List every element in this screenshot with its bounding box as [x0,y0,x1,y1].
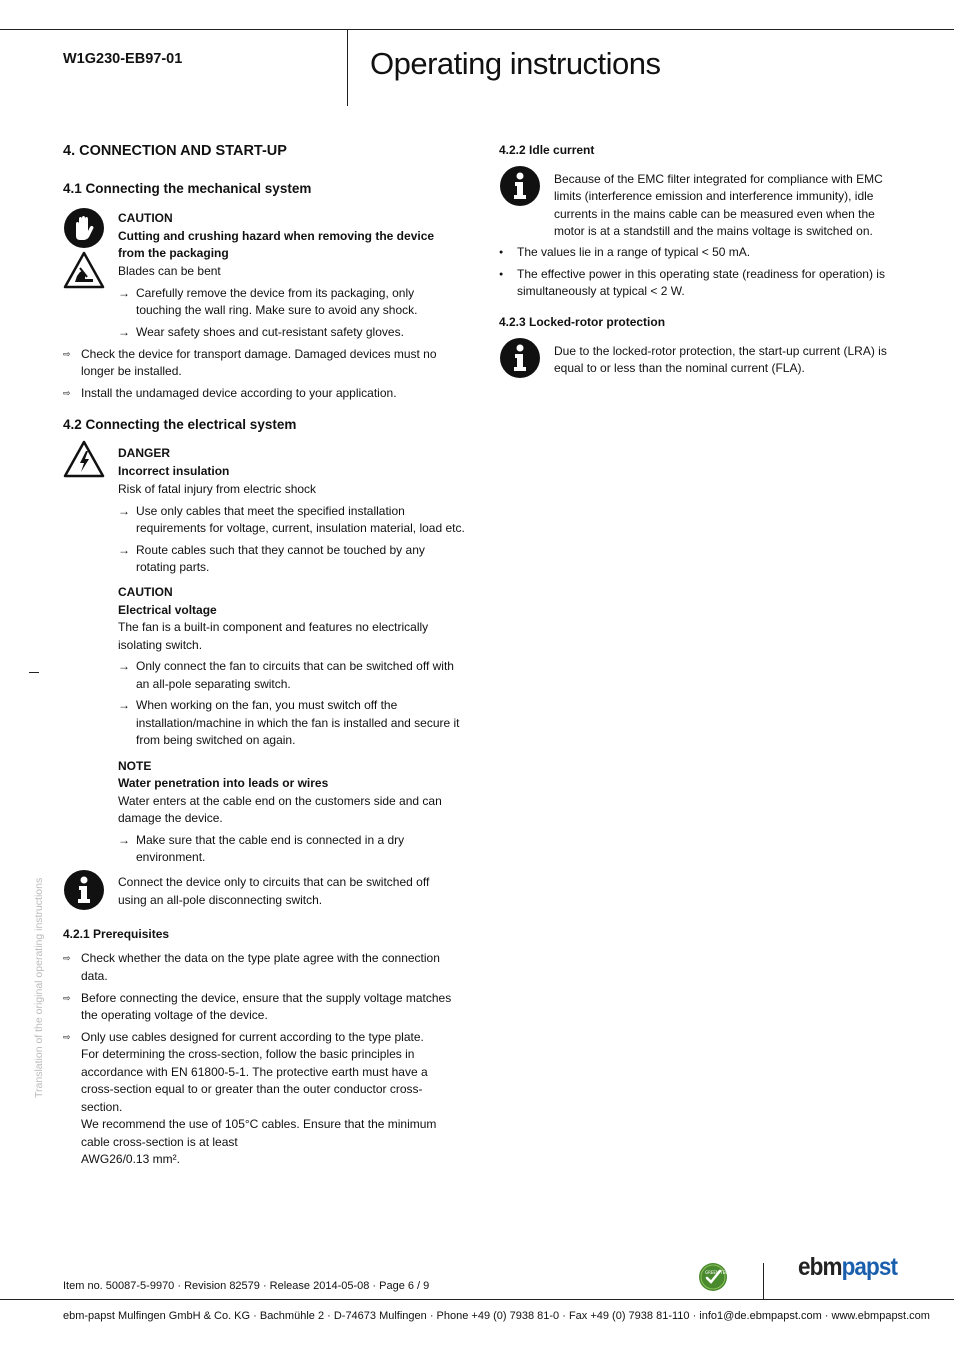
instruction-step: → Wear safety shoes and cut-resistant safety gloves. [118,324,404,342]
list-item: ● The values lie in a range of typical < 50 mA. [499,244,750,262]
green-tech-badge [698,1262,731,1292]
heading-4-2-2: 4.2.2 Idle current [499,143,595,157]
info-icon [63,869,105,911]
model-number: W1G230-EB97-01 [63,51,183,67]
header-divider [347,30,348,106]
arrow-icon: → [118,503,130,518]
electric-shock-warning-icon [63,440,105,478]
info-icon [499,165,541,207]
footer-rule [0,1299,954,1300]
fold-mark [29,672,39,673]
item-info: Item no. 50087-5-9970 · Revision 82579 · Release 2014-05-08 · Page 6 / 9 [63,1280,430,1292]
instruction-step: → Only connect the fan to circuits that can be switched off with an all-pole separating switch. [118,659,454,691]
arrow-icon: → [118,659,130,673]
bullet-arrow-icon: ⇨ [63,1031,71,1042]
cutting-hazard-icon [63,251,105,289]
instruction-step: → Carefully remove the device from its packaging, only touching the wall ring. Make sure to avoid any shock. [118,285,418,317]
bullet-arrow-icon: ⇨ [63,348,71,359]
arrow-icon: → [118,832,130,847]
info-text: Because of the EMC filter integrated for compliance with EMC limits (interference emission and interference immunity), idle currents in the mains cable can be measured even when the motor is at a standstill and the mains voltage is switched on. [554,171,883,238]
translation-note: Translation of the original operating instructions [33,877,45,1098]
heading-4-2-3: 4.2.3 Locked-rotor protection [499,315,666,329]
note-text: Water enters at the cable end on the customers side and can damage the device. [118,793,442,825]
protective-gloves-icon [63,207,105,249]
instruction-step: → Use only cables that meet the specified installation requirements for voltage, current, insulation material, load etc. [118,503,465,535]
list-item: ⇨ Install the undamaged device according to your application. [63,385,397,403]
bullet-dot-icon: ● [499,270,504,278]
caution-text: Blades can be bent [118,263,221,278]
heading-4-2: 4.2 Connecting the electrical system [63,417,297,432]
ebmpapst-logo: ebmpapst [798,1253,898,1281]
list-item: ⇨ Check the device for transport damage. Damaged devices must no longer be installed. [63,346,437,378]
caution-label: CAUTION [118,585,173,599]
info-text: Connect the device only to circuits that can be switched off using an all-pole disconnecting switch. [118,875,430,907]
bullet-arrow-icon: ⇨ [63,387,71,398]
heading-4-1: 4.1 Connecting the mechanical system [63,181,312,196]
bullet-arrow-icon: ⇨ [63,992,71,1003]
caution-text: The fan is a built-in component and features no electrically isolating switch. [118,620,429,652]
caution-title: from the packaging [118,246,229,260]
heading-4-2-1: 4.2.1 Prerequisites [63,927,170,941]
danger-label: DANGER [118,446,171,460]
section-title: 4. CONNECTION AND START-UP [63,143,287,159]
company-address: ebm-papst Mulfingen GmbH & Co. KG · Bachmühle 2 · D-74673 Mulfingen · Phone +49 (0) 7938 81-0 · Fax +49 (0) 7938 81-110 · info1@de.ebmpapst.com · www.ebmpapst.com [63,1310,930,1322]
header-rule [0,29,954,30]
list-item: ⇨ Check whether the data on the type plate agree with the connection data. [63,951,440,983]
caution-title: Cutting and crushing hazard when removing the device [118,228,435,243]
instruction-step: → When working on the fan, you must switch off the installation/machine in which the fan is installed and secure it from being switched on again. [118,698,460,747]
arrow-icon: → [118,542,130,557]
bullet-arrow-icon: ⇨ [63,953,71,963]
instruction-step: → Make sure that the cable end is connected in a dry environment. [118,832,405,864]
caution-label: CAUTION [118,211,173,225]
arrow-icon: → [118,324,130,339]
info-icon [499,337,541,379]
note-title: Water penetration into leads or wires [118,776,329,790]
list-item: ⇨ Only use cables designed for current according to the type plate. For determining the cross-section, follow the basic principles in accordance with EN 61800-5-1. The protective earth must have a cross-section equal to or greater than the outer conductor cross- section. We recommend the use of 105°C cables. Ensure that the minimum cable cross-section is at least AWG26/0.13 mm². [63,1029,437,1166]
info-text: Due to the locked-rotor protection, the start-up current (LRA) is equal to or less than the nominal current (FLA). [554,343,887,375]
list-item: ⇨ Before connecting the device, ensure that the supply voltage matches the operating voltage of the device. [63,990,452,1022]
note-label: NOTE [118,758,152,773]
badge-text: GREEN TECH [705,1270,731,1275]
bullet-dot-icon: ● [499,248,504,256]
danger-text: Risk of fatal injury from electric shock [118,481,317,496]
list-item: ● The effective power in this operating state (readiness for operation) is simultaneously at typical < 2 W. [499,266,885,298]
arrow-icon: → [118,285,130,300]
document-title: Operating instructions [370,46,661,81]
logo-divider [763,1263,764,1299]
instruction-step: → Route cables such that they cannot be touched by any rotating parts. [118,542,425,574]
arrow-icon: → [118,698,130,712]
caution-title: Electrical voltage [118,602,217,617]
danger-title: Incorrect insulation [118,464,230,478]
